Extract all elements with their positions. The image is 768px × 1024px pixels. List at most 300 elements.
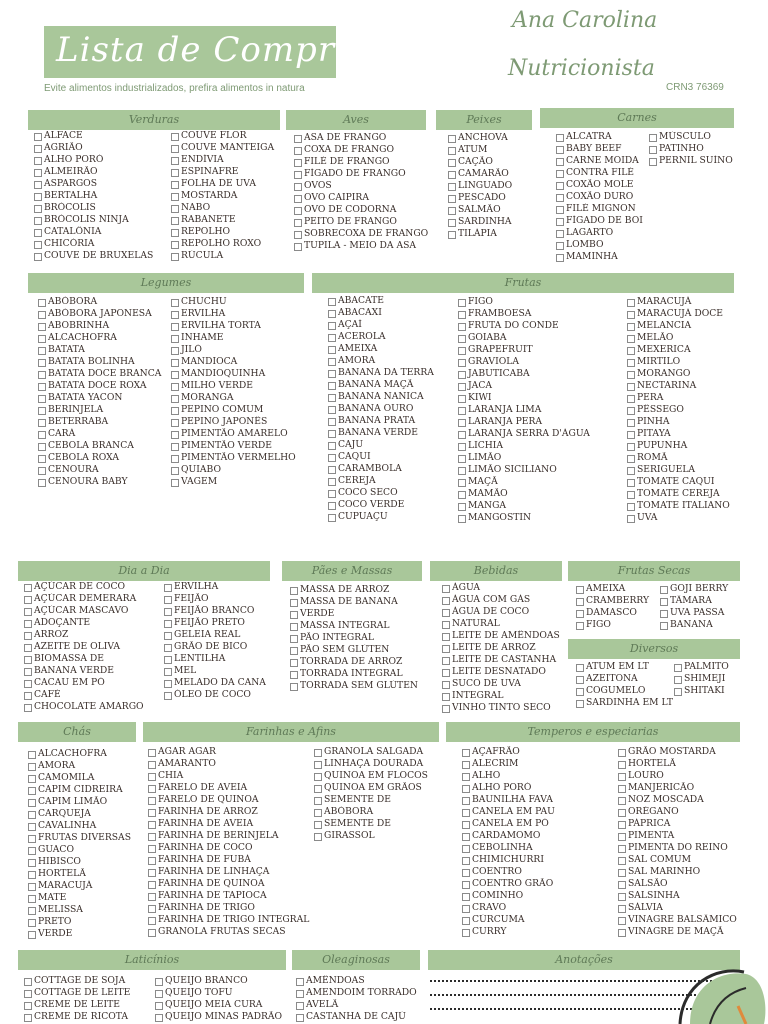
checklist-item[interactable]: ALMEIRÃO xyxy=(34,166,168,178)
checklist-item[interactable]: MIRTILO xyxy=(627,356,739,368)
checklist-item[interactable]: JABUTICABA xyxy=(458,368,598,380)
checklist-item[interactable]: BATATA YACON xyxy=(38,392,170,404)
checklist-item[interactable]: MÚSCULO xyxy=(649,131,735,143)
checklist-item[interactable]: TILÁPIA xyxy=(448,228,536,240)
checklist-item[interactable]: ABÓBORA xyxy=(314,806,438,818)
checklist-item[interactable]: PIMENTÃO AMARELO xyxy=(171,428,305,440)
checklist-item[interactable]: CHIA xyxy=(148,770,310,782)
checklist-item[interactable]: CAPIM CIDREIRA xyxy=(28,784,140,796)
checklist-item[interactable]: CAFÉ xyxy=(24,689,156,701)
checklist-item[interactable]: PÃO INTEGRAL xyxy=(290,632,424,644)
checklist-item[interactable]: AGAR AGAR xyxy=(148,746,310,758)
checklist-item[interactable]: FARINHA DE FUBÁ xyxy=(148,854,310,866)
checklist-item[interactable]: INTEGRAL xyxy=(442,690,566,702)
checklist-item[interactable]: ATUM xyxy=(448,144,536,156)
checklist-item[interactable]: CARDAMOMO xyxy=(462,830,606,842)
checklist-item[interactable]: ASA DE FRANGO xyxy=(294,132,430,144)
checklist-item[interactable]: HORTELÃ xyxy=(28,868,140,880)
checklist-item[interactable]: FÍGADO DE BOI xyxy=(556,215,648,227)
checklist-item[interactable]: CATALÔNIA xyxy=(34,226,168,238)
checklist-item[interactable]: TOMATE CEREJA xyxy=(627,488,739,500)
checklist-item[interactable]: COXÃO DURO xyxy=(556,191,648,203)
checklist-item[interactable]: MANGOSTIN xyxy=(458,512,598,524)
checklist-item[interactable]: AÇÚCAR MASCAVO xyxy=(24,605,156,617)
checklist-item[interactable]: GRAPEFRUIT xyxy=(458,344,598,356)
checklist-item[interactable]: LOURO xyxy=(618,770,742,782)
checklist-item[interactable]: QUINOA EM FLOCOS xyxy=(314,770,438,782)
checklist-item[interactable]: BANANA VERDE xyxy=(328,427,456,439)
checklist-item[interactable]: ÁGUA DE COCO xyxy=(442,606,566,618)
checklist-item[interactable]: MELANCIA xyxy=(627,320,739,332)
checklist-item[interactable]: RABANETE xyxy=(171,214,283,226)
checklist-item[interactable]: AMORA xyxy=(28,760,140,772)
section-header-chas: Chás xyxy=(18,722,136,742)
checklist-item[interactable]: CREME DE RICOTA xyxy=(24,1011,154,1023)
checklist-item[interactable]: INHAME xyxy=(171,332,305,344)
checklist-item[interactable]: LIMÃO SICILIANO xyxy=(458,464,598,476)
checklist-item[interactable]: ABOBRINHA xyxy=(38,320,170,332)
section-header-peixes: Peixes xyxy=(436,110,532,130)
checklist-item[interactable]: AMORA xyxy=(328,355,456,367)
checklist-item[interactable]: LENTILHA xyxy=(164,653,274,665)
checklist-item[interactable]: MANJERICÃO xyxy=(618,782,742,794)
checklist-item[interactable]: MASSA DE ARROZ xyxy=(290,584,424,596)
checklist-item[interactable]: VAGEM xyxy=(171,476,305,488)
checklist-item[interactable]: ERVILHA TORTA xyxy=(171,320,305,332)
checklist-item[interactable]: NABO xyxy=(171,202,283,214)
checklist-item[interactable]: MEXERICA xyxy=(627,344,739,356)
checklist-item[interactable]: SHITAKI xyxy=(674,685,740,697)
checklist-item[interactable]: TUPILA - MEIO DA ASA xyxy=(294,240,430,252)
checklist-item[interactable]: TÂMARA xyxy=(660,595,740,607)
checklist-item[interactable]: BRÓCOLIS NINJA xyxy=(34,214,168,226)
checklist-item[interactable]: DAMASCO xyxy=(576,607,662,619)
checklist-item[interactable]: CÚRCUMA xyxy=(462,914,606,926)
checklist-item[interactable]: SUCO DE UVA xyxy=(442,678,566,690)
checklist-item[interactable]: FILÉ DE FRANGO xyxy=(294,156,430,168)
checklist-item[interactable]: MANDIOQUINHA xyxy=(171,368,305,380)
checklist-item[interactable]: BETERRABA xyxy=(38,416,170,428)
checklist-item[interactable]: CARÁ xyxy=(38,428,170,440)
checklist-item[interactable]: FARINHA DE TAPIOCA xyxy=(148,890,310,902)
checklist-item[interactable]: CEREJA xyxy=(328,475,456,487)
checklist-item[interactable]: CANELA EM PÓ xyxy=(462,818,606,830)
checklist-item[interactable]: CHIMICHURRI xyxy=(462,854,606,866)
checklist-item[interactable]: FARELO DE QUINOA xyxy=(148,794,310,806)
checklist-item[interactable]: SALSÃO xyxy=(618,878,742,890)
checklist-item[interactable]: HIBISCO xyxy=(28,856,140,868)
checklist-item[interactable]: BATATA BOLINHA xyxy=(38,356,170,368)
checklist-item[interactable]: ABACATE xyxy=(328,295,456,307)
diversos-list xyxy=(576,661,676,709)
checklist-item[interactable]: LAGARTO xyxy=(556,227,648,239)
checklist-item[interactable]: QUEIJO MEIA CURA xyxy=(155,999,287,1011)
checklist-item[interactable]: GELEIA REAL xyxy=(164,629,274,641)
checklist-item[interactable]: SHIMEJI xyxy=(674,673,740,685)
checklist-item[interactable]: CEBOLA BRANCA xyxy=(38,440,170,452)
checklist-item[interactable]: SEMENTE DE xyxy=(314,818,438,830)
checklist-item[interactable]: BANANA NANICA xyxy=(328,391,456,403)
checklist-item[interactable]: CENOURA BABY xyxy=(38,476,170,488)
checklist-item[interactable]: PÊSSEGO xyxy=(627,404,739,416)
checklist-item[interactable]: TORRADA SEM GLÚTEN xyxy=(290,680,424,692)
checklist-item[interactable]: ADOÇANTE xyxy=(24,617,156,629)
checklist-item[interactable]: OVOS xyxy=(294,180,430,192)
checklist-item[interactable]: LINGUADO xyxy=(448,180,536,192)
farinhas-list xyxy=(148,746,310,938)
checklist-item[interactable]: CUPUAÇU xyxy=(328,511,456,523)
checklist-item[interactable]: MILHO VERDE xyxy=(171,380,305,392)
checklist-item[interactable]: MARACUJÁ xyxy=(28,880,140,892)
checklist-item[interactable]: CHUCHU xyxy=(171,296,305,308)
checklist-item[interactable]: LIMÃO xyxy=(458,452,598,464)
checklist-item[interactable]: RÚCULA xyxy=(171,250,283,262)
checklist-item[interactable]: PERA xyxy=(627,392,739,404)
checklist-item[interactable]: JILÓ xyxy=(171,344,305,356)
checklist-item[interactable]: VERDE xyxy=(28,928,140,940)
checklist-item[interactable]: NOZ MOSCADA xyxy=(618,794,742,806)
checklist-item[interactable]: COUVE DE BRUXELAS xyxy=(34,250,168,262)
checklist-item[interactable]: FILÉ MIGNON xyxy=(556,203,648,215)
checklist-item[interactable]: PUPUNHA xyxy=(627,440,739,452)
checklist-item[interactable]: LEITE DE CASTANHA xyxy=(442,654,566,666)
checklist-item[interactable]: FARELO DE AVEIA xyxy=(148,782,310,794)
checklist-item[interactable]: CRAVO xyxy=(462,902,606,914)
section-header-oleaginosas: Oleaginosas xyxy=(292,950,420,970)
checklist-item[interactable]: MOSTARDA xyxy=(171,190,283,202)
checklist-item[interactable]: FIGO xyxy=(576,619,662,631)
checklist-item[interactable]: PÃO SEM GLÚTEN xyxy=(290,644,424,656)
checklist-item[interactable]: LEITE DESNATADO xyxy=(442,666,566,678)
checklist-item[interactable]: SAL MARINHO xyxy=(618,866,742,878)
checklist-item[interactable]: ESPINAFRE xyxy=(171,166,283,178)
checklist-item[interactable]: PEPINO COMUM xyxy=(171,404,305,416)
checklist-item[interactable]: CARNE MOIDA xyxy=(556,155,648,167)
checklist-item[interactable]: SEMENTE DE xyxy=(314,794,438,806)
checklist-item[interactable]: ASPARGOS xyxy=(34,178,168,190)
checklist-item[interactable]: COGUMELO xyxy=(576,685,676,697)
checklist-item[interactable]: FEIJÃO BRANCO xyxy=(164,605,274,617)
author-crn: CRN3 76369 xyxy=(666,82,724,93)
checklist-item[interactable]: OVO DE CODORNA xyxy=(294,204,430,216)
checklist-item[interactable]: MASSA INTEGRAL xyxy=(290,620,424,632)
frutas-list xyxy=(458,296,598,524)
checklist-item[interactable]: LICHIA xyxy=(458,440,598,452)
checklist-item[interactable]: FRAMBOESA xyxy=(458,308,598,320)
checklist-item[interactable]: CARAMBOLA xyxy=(328,463,456,475)
checklist-item[interactable]: FARINHA DE LINHAÇA xyxy=(148,866,310,878)
checklist-item[interactable]: SALSINHA xyxy=(618,890,742,902)
checklist-item[interactable]: COENTRO GRÃO xyxy=(462,878,606,890)
checklist-item[interactable]: AMEIXA xyxy=(328,343,456,355)
checklist-item[interactable]: FARINHA DE TRIGO xyxy=(148,902,310,914)
checklist-item[interactable]: MANGA xyxy=(458,500,598,512)
checklist-item[interactable]: CAVALINHA xyxy=(28,820,140,832)
checklist-item[interactable]: TOMATE CAQUI xyxy=(627,476,739,488)
checklist-item[interactable]: PIMENTA xyxy=(618,830,742,842)
checklist-item[interactable]: FARINHA DE TRIGO INTEGRAL xyxy=(148,914,310,926)
checklist-item[interactable]: LARANJA LIMA xyxy=(458,404,598,416)
section-header-legumes: Legumes xyxy=(28,273,304,293)
checklist-item[interactable]: AGRIÃO xyxy=(34,142,168,154)
checklist-item[interactable]: CAÇÃO xyxy=(448,156,536,168)
checklist-item[interactable]: FOLHA DE UVA xyxy=(171,178,283,190)
checklist-item[interactable]: JACA xyxy=(458,380,598,392)
checklist-item[interactable]: ALHO PORÓ xyxy=(34,154,168,166)
checklist-item[interactable]: COMINHO xyxy=(462,890,606,902)
checklist-item[interactable]: COCO SECO xyxy=(328,487,456,499)
checklist-item[interactable]: QUEIJO MINAS PADRÃO xyxy=(155,1011,287,1023)
checklist-item[interactable]: FIGO xyxy=(458,296,598,308)
checklist-item[interactable]: ALHO PORÓ xyxy=(462,782,606,794)
checklist-item[interactable]: BANANA MAÇÃ xyxy=(328,379,456,391)
checklist-item[interactable]: PÁPRICA xyxy=(618,818,742,830)
checklist-item[interactable]: AMENDOIM TORRADO xyxy=(296,987,424,999)
checklist-item[interactable]: COTTAGE DE LEITE xyxy=(24,987,154,999)
checklist-item[interactable]: GOIABA xyxy=(458,332,598,344)
checklist-item[interactable]: FRUTA DO CONDE xyxy=(458,320,598,332)
checklist-item[interactable]: ABACAXI xyxy=(328,307,456,319)
checklist-item[interactable]: PALMITO xyxy=(674,661,740,673)
checklist-item[interactable]: AÇAFRÃO xyxy=(462,746,606,758)
checklist-item[interactable]: GIRASSOL xyxy=(314,830,438,842)
checklist-item[interactable]: CONTRA FILÉ xyxy=(556,167,648,179)
checklist-item[interactable]: BERTALHA xyxy=(34,190,168,202)
checklist-item[interactable]: MATE xyxy=(28,892,140,904)
checklist-item[interactable]: ÁGUA xyxy=(442,582,566,594)
checklist-item[interactable]: BANANA PRATA xyxy=(328,415,456,427)
checklist-item[interactable]: LARANJA PERA xyxy=(458,416,598,428)
checklist-item[interactable]: UVA PASSA xyxy=(660,607,740,619)
checklist-item[interactable]: AÇÚCAR DEMERARA xyxy=(24,593,156,605)
checklist-item[interactable]: CARQUEJA xyxy=(28,808,140,820)
checklist-item[interactable]: BANANA VERDE xyxy=(24,665,156,677)
checklist-item[interactable]: ANCHOVA xyxy=(448,132,536,144)
checklist-item[interactable]: GUACO xyxy=(28,844,140,856)
checklist-item[interactable]: SAL COMUM xyxy=(618,854,742,866)
checklist-item[interactable]: MORANGA xyxy=(171,392,305,404)
checklist-item[interactable]: MASSA DE BANANA xyxy=(290,596,424,608)
dia-a-dia-list xyxy=(24,581,156,713)
checklist-item[interactable]: BATATA DOCE ROXA xyxy=(38,380,170,392)
checklist-item[interactable]: PERNIL SUÍNO xyxy=(649,155,735,167)
checklist-item[interactable]: FARINHA DE ARROZ xyxy=(148,806,310,818)
checklist-item[interactable]: COCO VERDE xyxy=(328,499,456,511)
checklist-item[interactable]: KIWI xyxy=(458,392,598,404)
checklist-item[interactable]: MANDIOCA xyxy=(171,356,305,368)
checklist-item[interactable]: AZEITE DE OLIVA xyxy=(24,641,156,653)
checklist-item[interactable]: GRAVIOLA xyxy=(458,356,598,368)
checklist-item[interactable]: ROMÃ xyxy=(627,452,739,464)
checklist-item[interactable]: HORTELÃ xyxy=(618,758,742,770)
checklist-item[interactable]: MAÇÃ xyxy=(458,476,598,488)
checklist-item[interactable]: PATINHO xyxy=(649,143,735,155)
checklist-item[interactable]: CACAU EM PÓ xyxy=(24,677,156,689)
checklist-item[interactable]: CHICÓRIA xyxy=(34,238,168,250)
checklist-item[interactable]: VINAGRE DE MAÇÃ xyxy=(618,926,742,938)
checklist-item[interactable]: PIMENTÃO VERDE xyxy=(171,440,305,452)
checklist-item[interactable]: ALECRIM xyxy=(462,758,606,770)
checklist-item[interactable]: ABÓBORA JAPONESA xyxy=(38,308,170,320)
checklist-item[interactable]: CAQUI xyxy=(328,451,456,463)
checklist-item[interactable]: BABY BEEF xyxy=(556,143,648,155)
checklist-item[interactable]: QUINOA EM GRÃOS xyxy=(314,782,438,794)
checklist-item[interactable]: ERVILHA xyxy=(171,308,305,320)
checklist-item[interactable]: ERVILHA xyxy=(164,581,274,593)
checklist-item[interactable]: AÇAÍ xyxy=(328,319,456,331)
checklist-item[interactable]: PINHA xyxy=(627,416,739,428)
checklist-item[interactable]: FARINHA DE BERINJELA xyxy=(148,830,310,842)
checklist-item[interactable]: LOMBO xyxy=(556,239,648,251)
checklist-item[interactable]: MELISSA xyxy=(28,904,140,916)
checklist-item[interactable]: CAMARÃO xyxy=(448,168,536,180)
checklist-item[interactable]: TOMATE ITALIANO xyxy=(627,500,739,512)
checklist-item[interactable]: ÓLEO DE COCO xyxy=(164,689,274,701)
checklist-item[interactable]: FEIJÃO xyxy=(164,593,274,605)
checklist-item[interactable]: BAUNILHA FAVA xyxy=(462,794,606,806)
checklist-item[interactable]: GRANOLA FRUTAS SECAS xyxy=(148,926,310,938)
checklist-item[interactable]: CREME DE LEITE xyxy=(24,999,154,1011)
checklist-item[interactable]: COTTAGE DE SOJA xyxy=(24,975,154,987)
checklist-item[interactable]: LINHAÇA DOURADA xyxy=(314,758,438,770)
checklist-item[interactable]: BRÓCOLIS xyxy=(34,202,168,214)
checklist-item[interactable]: CASTANHA DE CAJÚ xyxy=(296,1011,424,1023)
checklist-item[interactable]: CAPIM LIMÃO xyxy=(28,796,140,808)
checklist-item[interactable]: SARDINHA EM LT xyxy=(576,697,676,709)
checklist-item[interactable]: BANANA DA TERRA xyxy=(328,367,456,379)
checklist-item[interactable]: BATATA xyxy=(38,344,170,356)
checklist-item[interactable]: QUIABO xyxy=(171,464,305,476)
checklist-item[interactable]: MAMÃO xyxy=(458,488,598,500)
checklist-item[interactable]: PEPINO JAPONÊS xyxy=(171,416,305,428)
checklist-item[interactable]: ALCACHOFRA xyxy=(38,332,170,344)
checklist-item[interactable]: COUVE FLOR xyxy=(171,130,283,142)
checklist-item[interactable]: AZEITONA xyxy=(576,673,676,685)
checklist-item[interactable]: MELÃO xyxy=(627,332,739,344)
checklist-item[interactable]: ÁGUA COM GÁS xyxy=(442,594,566,606)
checklist-item[interactable]: COUVE MANTEIGA xyxy=(171,142,283,154)
checklist-item[interactable]: LEITE DE ARROZ xyxy=(442,642,566,654)
checklist-item[interactable]: SARDINHA xyxy=(448,216,536,228)
checklist-item[interactable]: ALHO xyxy=(462,770,606,782)
checklist-item[interactable]: BANANA OURO xyxy=(328,403,456,415)
checklist-item[interactable]: BIOMASSA DE xyxy=(24,653,156,665)
checklist-item[interactable]: QUEIJO TOFU xyxy=(155,987,287,999)
checklist-item[interactable]: PEITO DE FRANGO xyxy=(294,216,430,228)
checklist-item[interactable]: ABÓBORA xyxy=(38,296,170,308)
checklist-item[interactable]: LEITE DE AMÊNDOAS xyxy=(442,630,566,642)
checklist-item[interactable]: COXÃO MOLE xyxy=(556,179,648,191)
checklist-item[interactable]: REPOLHO xyxy=(171,226,283,238)
author-name: Ana Carolina xyxy=(512,8,658,33)
checklist-item[interactable]: PRETO xyxy=(28,916,140,928)
bebidas-list xyxy=(442,582,566,714)
checklist-item[interactable]: COXA DE FRANGO xyxy=(294,144,430,156)
checklist-item[interactable]: CEBOLINHA xyxy=(462,842,606,854)
checklist-item[interactable]: MARACUJÁ DOCE xyxy=(627,308,739,320)
page-subtitle: Evite alimentos industrializados, prefira alimentos in natura xyxy=(44,83,305,94)
checklist-item[interactable]: PITAYA xyxy=(627,428,739,440)
checklist-item[interactable]: OVO CAIPIRA xyxy=(294,192,430,204)
checklist-item[interactable]: UVA xyxy=(627,512,739,524)
checklist-item[interactable]: PIMENTÃO VERMELHO xyxy=(171,452,305,464)
peixes-list xyxy=(448,132,536,240)
checklist-item[interactable]: REPOLHO ROXO xyxy=(171,238,283,250)
frutas-list xyxy=(627,296,739,524)
checklist-item[interactable]: CRAMBERRY xyxy=(576,595,662,607)
checklist-item[interactable]: ORÉGANO xyxy=(618,806,742,818)
checklist-item[interactable]: AMÊNDOAS xyxy=(296,975,424,987)
checklist-item[interactable]: MAMINHA xyxy=(556,251,648,263)
checklist-item[interactable]: FÍGADO DE FRANGO xyxy=(294,168,430,180)
checklist-item[interactable]: GOJI BERRY xyxy=(660,583,740,595)
checklist-item[interactable]: CANELA EM PAU xyxy=(462,806,606,818)
checklist-item[interactable]: FARINHA DE AVEIA xyxy=(148,818,310,830)
checklist-item[interactable]: AÇÚCAR DE COCO xyxy=(24,581,156,593)
checklist-item[interactable]: FARINHA DE COCO xyxy=(148,842,310,854)
checklist-item[interactable]: TORRADA INTEGRAL xyxy=(290,668,424,680)
checklist-item[interactable]: AVELÃ xyxy=(296,999,424,1011)
checklist-item[interactable]: MARACUJÁ xyxy=(627,296,739,308)
checklist-item[interactable]: ATUM EM LT xyxy=(576,661,676,673)
checklist-item[interactable]: COENTRO xyxy=(462,866,606,878)
checklist-item[interactable]: SÁLVIA xyxy=(618,902,742,914)
checklist-item[interactable]: BERINJELA xyxy=(38,404,170,416)
section-header-carnes: Carnes xyxy=(540,108,734,128)
checklist-item[interactable]: SOBRECOXA DE FRANGO xyxy=(294,228,430,240)
checklist-item[interactable]: QUEIJO BRANCO xyxy=(155,975,287,987)
checklist-item[interactable]: TORRADA DE ARROZ xyxy=(290,656,424,668)
checklist-item[interactable]: CEBOLA ROXA xyxy=(38,452,170,464)
checklist-item[interactable]: BATATA DOCE BRANCA xyxy=(38,368,170,380)
checklist-item[interactable]: VINHO TINTO SECO xyxy=(442,702,566,714)
checklist-item[interactable]: MEL xyxy=(164,665,274,677)
checklist-item[interactable]: NATURAL xyxy=(442,618,566,630)
checklist-item[interactable]: AMARANTO xyxy=(148,758,310,770)
checklist-item[interactable]: SALMÃO xyxy=(448,204,536,216)
checklist-item[interactable]: GRÃO MOSTARDA xyxy=(618,746,742,758)
checklist-item[interactable]: FEIJÃO PRETO xyxy=(164,617,274,629)
checklist-item[interactable]: ALCATRA xyxy=(556,131,648,143)
checklist-item[interactable]: LARANJA SERRA D'ÁGUA xyxy=(458,428,598,440)
checklist-item[interactable]: CAMOMILA xyxy=(28,772,140,784)
checklist-item[interactable]: ARROZ xyxy=(24,629,156,641)
checklist-item[interactable]: SERIGUELA xyxy=(627,464,739,476)
checklist-item[interactable]: ENDÍVIA xyxy=(171,154,283,166)
section-header-dia-a-dia: Dia a Dia xyxy=(18,561,270,581)
checklist-item[interactable]: VINAGRE BALSÂMICO xyxy=(618,914,742,926)
checklist-item[interactable]: FARINHA DE QUINOA xyxy=(148,878,310,890)
checklist-item[interactable]: PESCADO xyxy=(448,192,536,204)
checklist-item[interactable]: MELADO DA CANA xyxy=(164,677,274,689)
checklist-item[interactable]: ALFACE xyxy=(34,130,168,142)
checklist-item[interactable]: AMEIXA xyxy=(576,583,662,595)
checklist-item[interactable]: NECTARINA xyxy=(627,380,739,392)
checklist-item[interactable]: ACEROLA xyxy=(328,331,456,343)
checklist-item[interactable]: CHOCOLATE AMARGO xyxy=(24,701,156,713)
checklist-item[interactable]: VERDE xyxy=(290,608,424,620)
checklist-item[interactable]: GRANOLA SALGADA xyxy=(314,746,438,758)
checklist-item[interactable]: BANANA xyxy=(660,619,740,631)
checklist-item[interactable]: PIMENTA DO REINO xyxy=(618,842,742,854)
checklist-item[interactable]: MORANGO xyxy=(627,368,739,380)
checklist-item[interactable]: CENOURA xyxy=(38,464,170,476)
checklist-item[interactable]: FRUTAS DIVERSAS xyxy=(28,832,140,844)
checklist-item[interactable]: CURRY xyxy=(462,926,606,938)
checklist-item[interactable]: ALCACHOFRA xyxy=(28,748,140,760)
checklist-item[interactable]: GRÃO DE BICO xyxy=(164,641,274,653)
checklist-item[interactable]: CAJU xyxy=(328,439,456,451)
